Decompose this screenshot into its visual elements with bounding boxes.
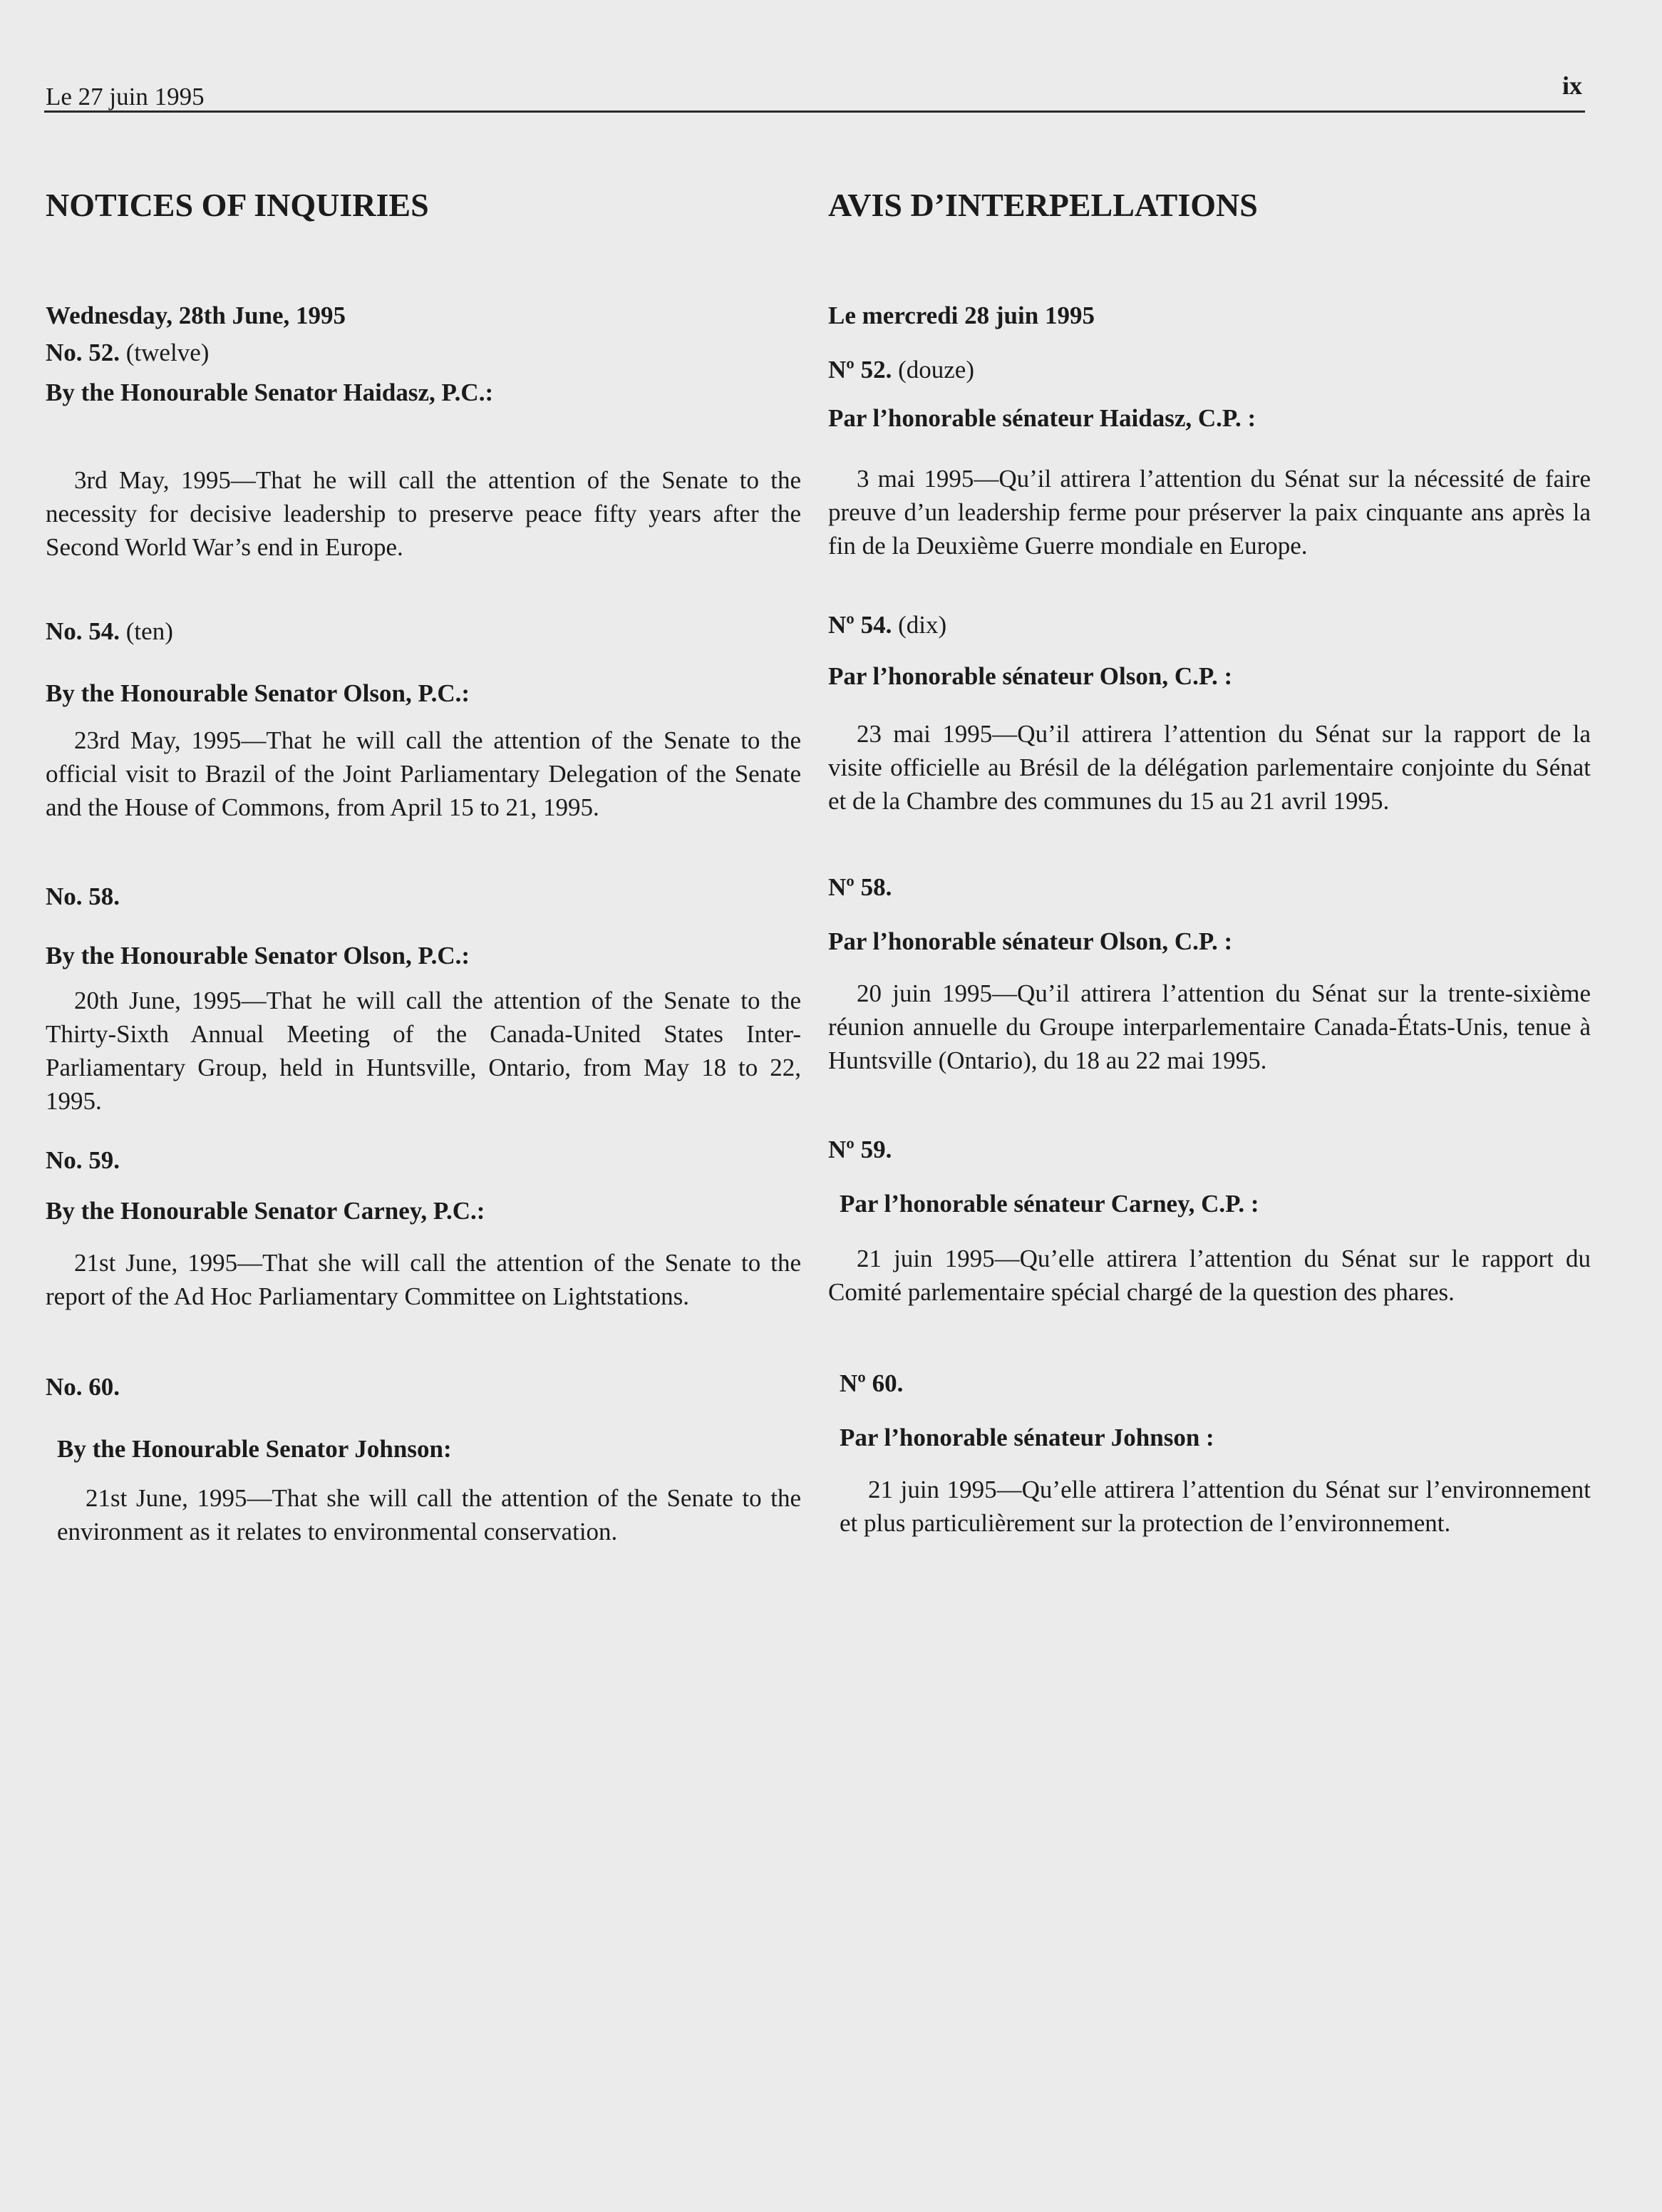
notice-count: (ten): [125, 617, 173, 645]
french-column: [828, 184, 1591, 1537]
notice-number-fr: [828, 871, 892, 904]
page-number: ix: [1562, 71, 1582, 100]
sponsor-en: By the Honourable Senator Olson, P.C.:: [46, 679, 470, 707]
sponsor-en: By the Honourable Senator Haidasz, P.C.:: [46, 379, 494, 406]
sponsor-en: By the Honourable Senator Johnson:: [57, 1435, 452, 1463]
notice-text-en: 21st June, 1995—That she will call the attention of the Senate to the environment as it relates to environmental conservation.: [57, 1484, 801, 1545]
notice-number-en: [46, 880, 120, 913]
header-rule: [44, 110, 1585, 113]
notice-text-en: 3rd May, 1995—That he will call the attention of the Senate to the necessity for decisive leadership to preserve peace fifty years after the Second World War’s end in Europe.: [46, 466, 801, 561]
notice-number-label: Nº 58.: [828, 873, 892, 901]
notice-number-fr: [828, 1133, 892, 1166]
sitting-date-fr: Le mercredi 28 juin 1995: [828, 302, 1095, 329]
notice-number-fr: [828, 609, 946, 642]
notice-number-label: No. 58.: [46, 883, 120, 910]
notice-text-fr: 21 juin 1995—Qu’elle attirera l’attention du Sénat sur le rapport du Comité parlementaire spécial chargé de la question des phares.: [828, 1245, 1591, 1306]
notice-text-fr: 3 mai 1995—Qu’il attirera l’attention du Sénat sur la nécessité de faire preuve d’un leadership ferme pour préserver la paix cinquante ans après la fin de la Deuxième Guerre mondiale en Europe.: [828, 465, 1591, 560]
header-date: Le 27 juin 1995: [46, 83, 205, 110]
notice-text-en: 21st June, 1995—That she will call the attention of the Senate to the report of the Ad Hoc Parliamentary Committee on Lightstations.: [46, 1249, 801, 1310]
notice-number-label: No. 52.: [46, 339, 120, 366]
notice-number-fr: [840, 1367, 903, 1400]
sitting-date-en: Wednesday, 28th June, 1995: [46, 302, 346, 329]
notice-text-fr: 20 juin 1995—Qu’il attirera l’attention du Sénat sur la trente-sixième réunion annuelle du Groupe interparlementaire Canada-États-Unis, tenue à Huntsville (Ontario), du 18 au 22 mai 1995.: [828, 979, 1591, 1074]
notice-text-en: 23rd May, 1995—That he will call the attention of the Senate to the official visit to Brazil of the Joint Parliamentary Delegation of the Senate and the House of Commons, from April 15 to 21, 1995.: [46, 726, 801, 821]
section-title-fr: AVIS D’INTERPELLATIONS: [828, 187, 1258, 223]
notice-text-fr: 23 mai 1995—Qu’il attirera l’attention du Sénat sur la rapport de la visite officielle au Brésil de la délégation parlementaire conjointe du Sénat et de la Chambre des communes du 15 au 21 avril 1995.: [828, 720, 1591, 815]
notice-number-en: [46, 336, 209, 369]
notice-number-label: Nº 60.: [840, 1369, 904, 1397]
sponsor-en: By the Honourable Senator Olson, P.C.:: [46, 942, 470, 969]
notice-text-fr: 21 juin 1995—Qu’elle attirera l’attention du Sénat sur l’environnement et plus particulièrement sur la protection de l’environnement.: [840, 1476, 1591, 1537]
notice-number-label: No. 60.: [46, 1373, 120, 1401]
notice-text-en: 20th June, 1995—That he will call the attention of the Senate to the Thirty-Sixth Annual Meeting of the Canada-United States Inter-Parliamentary Group, held in Huntsville, Ontario, from May 18 to 22, 1995.: [46, 987, 801, 1115]
section-title-en: NOTICES OF INQUIRIES: [46, 187, 429, 223]
notice-number-label: No. 59.: [46, 1146, 120, 1174]
notice-count: (dix): [898, 611, 947, 639]
english-column: [46, 184, 801, 1545]
notice-count: (twelve): [125, 339, 210, 366]
sponsor-fr: Par l’honorable sénateur Carney, C.P. :: [840, 1190, 1259, 1218]
sponsor-en: By the Honourable Senator Carney, P.C.:: [46, 1197, 485, 1225]
notice-number-fr: [828, 354, 974, 386]
notice-number-label: No. 54.: [46, 617, 120, 645]
notice-number-label: Nº 54.: [828, 611, 892, 639]
notice-number-label: Nº 59.: [828, 1136, 892, 1163]
notice-count: (douze): [898, 356, 974, 384]
notice-number-label: Nº 52.: [828, 356, 892, 384]
notice-number-en: [46, 615, 173, 648]
sponsor-fr: Par l’honorable sénateur Johnson :: [840, 1424, 1214, 1451]
sponsor-fr: Par l’honorable sénateur Haidasz, C.P. :: [828, 404, 1256, 432]
sponsor-fr: Par l’honorable sénateur Olson, C.P. :: [828, 662, 1233, 690]
sponsor-fr: Par l’honorable sénateur Olson, C.P. :: [828, 927, 1233, 955]
notice-number-en: [46, 1371, 120, 1404]
notice-number-en: [46, 1144, 120, 1177]
